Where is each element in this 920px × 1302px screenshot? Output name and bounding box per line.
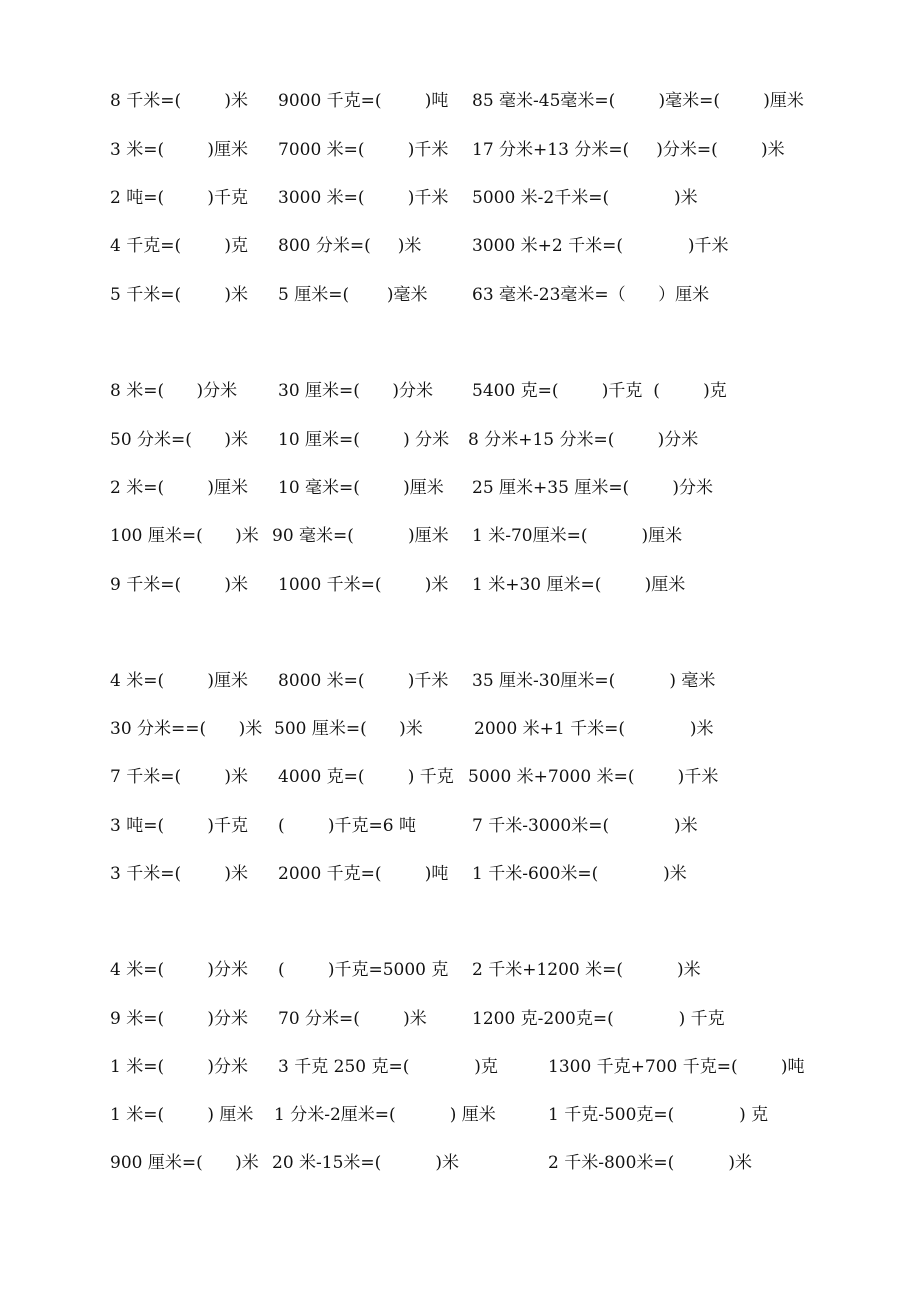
conversion-problem: 1 千克-500克=( ) 克 — [548, 1105, 769, 1125]
conversion-problem: 30 分米==( )米 — [110, 719, 263, 739]
conversion-problem: 100 厘米=( )米 — [110, 526, 259, 546]
conversion-problem: 5000 米+7000 米=( )千米 — [468, 767, 719, 787]
conversion-problem: 7 千米=( )米 — [110, 767, 248, 787]
conversion-problem: 900 厘米=( )米 — [110, 1153, 259, 1173]
conversion-problem: 2 千米-800米=( )米 — [548, 1153, 752, 1173]
conversion-problem: ( )千克=5000 克 — [278, 960, 449, 980]
conversion-problem: 3 千米=( )米 — [110, 864, 248, 884]
conversion-problem: 2 米=( )厘米 — [110, 478, 248, 498]
conversion-problem: 70 分米=( )米 — [278, 1009, 427, 1029]
conversion-problem: 5 厘米=( )毫米 — [278, 285, 428, 305]
conversion-problem: 5000 米-2千米=( )米 — [472, 188, 698, 208]
conversion-problem: 8000 米=( )千米 — [278, 671, 449, 691]
conversion-problem: 9 米=( )分米 — [110, 1009, 248, 1029]
conversion-problem: 4 米=( )厘米 — [110, 671, 248, 691]
conversion-problem: 35 厘米-30厘米=( ) 毫米 — [472, 671, 716, 691]
conversion-problem: 90 毫米=( )厘米 — [272, 526, 449, 546]
conversion-problem: 1 米=( )分米 — [110, 1057, 248, 1077]
conversion-problem: 17 分米+13 分米=( )分米=( )米 — [472, 140, 785, 160]
conversion-problem: 1 米+30 厘米=( )厘米 — [472, 575, 686, 595]
conversion-problem: 3000 米+2 千米=( )千米 — [472, 236, 729, 256]
conversion-problem: 3 千克 250 克=( )克 — [278, 1057, 498, 1077]
conversion-problem: 20 米-15米=( )米 — [272, 1153, 459, 1173]
conversion-problem: 1300 千克+700 千克=( )吨 — [548, 1057, 805, 1077]
conversion-problem: 7000 米=( )千米 — [278, 140, 449, 160]
conversion-problem: 9 千米=( )米 — [110, 575, 248, 595]
conversion-problem: 8 千米=( )米 — [110, 91, 248, 111]
conversion-problem: 9000 千克=( )吨 — [278, 91, 449, 111]
conversion-problem: 1 米-70厘米=( )厘米 — [472, 526, 683, 546]
conversion-problem: 500 厘米=( )米 — [274, 719, 423, 739]
conversion-problem: 2000 米+1 千米=( )米 — [474, 719, 714, 739]
conversion-problem: 8 米=( )分米 — [110, 381, 238, 401]
conversion-problem: 10 毫米=( )厘米 — [278, 478, 444, 498]
conversion-problem: 5 千米=( )米 — [110, 285, 248, 305]
conversion-problem: 4 米=( )分米 — [110, 960, 248, 980]
conversion-problem: 8 分米+15 分米=( )分米 — [468, 430, 699, 450]
conversion-problem: 4000 克=( ) 千克 — [278, 767, 454, 787]
conversion-problem: 25 厘米+35 厘米=( )分米 — [472, 478, 714, 498]
conversion-problem: 10 厘米=( ) 分米 — [278, 430, 450, 450]
conversion-problem: 3 吨=( )千克 — [110, 816, 248, 836]
conversion-problem: 1 千米-600米=( )米 — [472, 864, 687, 884]
conversion-problem: 3 米=( )厘米 — [110, 140, 248, 160]
conversion-problem: 1200 克-200克=( ) 千克 — [472, 1009, 725, 1029]
conversion-problem: 85 毫米-45毫米=( )毫米=( )厘米 — [472, 91, 804, 111]
conversion-problem: 4 千克=( )克 — [110, 236, 248, 256]
conversion-problem: 3000 米=( )千米 — [278, 188, 449, 208]
conversion-problem: 63 毫米-23毫米=（ ）厘米 — [472, 285, 710, 305]
conversion-problem: 50 分米=( )米 — [110, 430, 248, 450]
conversion-problem: 2000 千克=( )吨 — [278, 864, 449, 884]
conversion-problem: 7 千米-3000米=( )米 — [472, 816, 698, 836]
conversion-problem: 2 吨=( )千克 — [110, 188, 248, 208]
conversion-problem: 1000 千米=( )米 — [278, 575, 449, 595]
conversion-problem: 30 厘米=( )分米 — [278, 381, 433, 401]
conversion-problem: 1 分米-2厘米=( ) 厘米 — [274, 1105, 496, 1125]
conversion-problem: 2 千米+1200 米=( )米 — [472, 960, 701, 980]
conversion-problem: 1 米=( ) 厘米 — [110, 1105, 254, 1125]
conversion-problem: 5400 克=( )千克 ( )克 — [472, 381, 727, 401]
conversion-problem: ( )千克=6 吨 — [278, 816, 416, 836]
conversion-problem: 800 分米=( )米 — [278, 236, 422, 256]
